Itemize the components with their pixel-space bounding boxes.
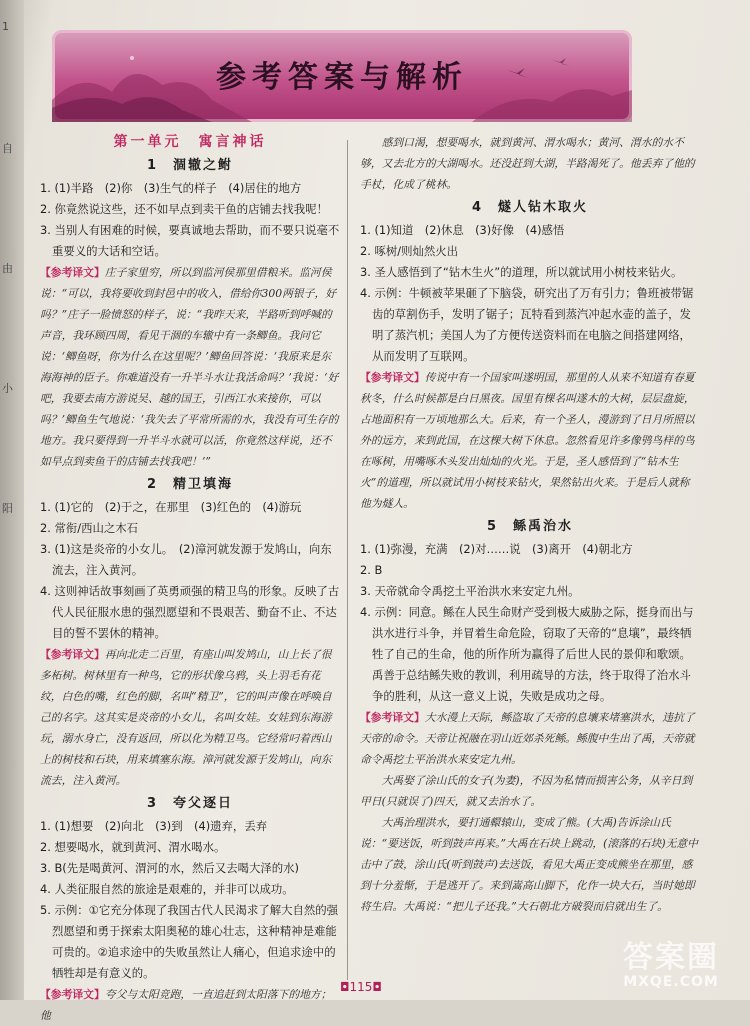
reference-translation xyxy=(40,644,340,791)
lesson-title: 4 燧人钻木取火 xyxy=(471,200,589,215)
answer-item: 5. 示例：①它充分体现了我国古代人民渴求了解大自然的强烈愿望和勇于探索太阳奥秘的雄心壮志，这种精神是难能可贵的。②追求途中的失败虽然让人痛心，但追求途中的牺牲却是有意义的。 xyxy=(40,903,339,980)
right-column xyxy=(360,132,700,917)
answer-item: 4. 示例：同意。鲧在人民生命财产受到极大威胁之际，挺身而出与洪水进行斗争，并冒着生命危险，窃取了天帝的“息壤”，最终牺牲了自己的生命，他的所作所为赢得了后世人民的景仰和歌颂。禹善于总结鲧失败的教训，利用疏导的方法，终于取得了治水斗争的胜利，从这一意义上说，失败是成功之母。 xyxy=(360,605,694,703)
reference-translation xyxy=(40,262,340,472)
answer-item: 2. B xyxy=(360,563,383,577)
watermark-logo: 答案圈 xyxy=(623,940,719,975)
spine-character: 由 xyxy=(2,262,13,275)
section-banner xyxy=(52,30,632,122)
answer-item: 3. 天帝就命令禹挖土平治洪水来安定九州。 xyxy=(360,584,580,598)
reference-translation xyxy=(40,984,340,1026)
page-number: ◘115◘ xyxy=(340,980,382,994)
book-spine xyxy=(0,0,24,1000)
translation-text: 夸父与太阳竞跑，一直追赶到太阳落下的地方；他 xyxy=(40,988,332,1022)
column-divider xyxy=(347,140,348,980)
translation-text: 传说中有一个国家叫遂明国，那里的人从来不知道有春夏秋冬，什么时候都是白日黑夜。国里有棵名叫遂木的大树，层层盘旋，占地面积有一万顷地那么大。后来，有一个圣人，漫游到了日月所照以外的远方，来到此国，在这棵大树下休息。忽然看见许多像鸮鸟样的鸟在啄树，用嘴啄木头发出灿灿的火光。于是，圣人感悟到了“钻木生火”的道理，所以就试用小树枝来钻火，果然钻出火来。于是后人就称他为燧人。 xyxy=(360,371,695,510)
reference-translation xyxy=(360,707,700,770)
answer-item: 4. 这则神话故事刻画了英勇顽强的精卫鸟的形象。反映了古代人民征服水患的强烈愿望和不畏艰苦、勤奋不止、不达目的誓不罢休的精神。 xyxy=(40,584,340,640)
translation-text: 庄子家里穷，所以到监河侯那里借粮米。监河侯说：“可以，我将要收到封邑中的收入，借给你300两银子，好吗？”庄子一脸愤怒的样子，说：“我昨天来，半路听到呼喊的声音，我环顾四周，看见干涸的车辙中有一条鲫鱼。我问它说：‘鲫鱼呀，你为什么在这里呢？’鲫鱼回答说：‘我原来是东海海神的臣子。你难道没有一升半斗水让我活命吗？’我说：‘好吧，我要去南方游说吴、越的国王，引西江水来接你，可以吗？’鲫鱼生气地说：‘我失去了平常所需的水，我没有可生存的地方。我只要得到一升半斗水就可以活，你竟然这样说，还不如早点到卖鱼干的店铺去找我吧！’” xyxy=(40,266,339,468)
translation-paragraph: 大禹治理洪水，要打通轘辕山，变成了熊。(大禹)告诉涂山氏说：“要送饭，听到鼓声再来。”大禹在石块上跳动，(滚落的石块)无意中击中了鼓，涂山氏(听到鼓声)去送饭，看见大禹正变成熊坐在那里，感到十分羞惭，于是逃开了。来到嵩高山脚下，化作一块大石，当时她即将生启。大禹说：“把儿子还我。”大石朝北方破裂而启就出生了。 xyxy=(360,816,698,913)
watermark-url: MXQE.COM xyxy=(623,974,719,990)
answer-item: 1. (1)想要 (2)向北 (3)到 (4)遗弃，丢弃 xyxy=(40,819,268,833)
answer-item: 2. 常衔/西山之木石 xyxy=(40,521,139,535)
reference-translation xyxy=(360,367,700,514)
answer-item: 3. 圣人感悟到了“钻木生火”的道理，所以就试用小树枝来钻火。 xyxy=(360,265,683,279)
banner-title: 参考答案与解析 xyxy=(216,60,468,95)
answer-item: 4. 示例：牛顿被苹果砸了下脑袋，研究出了万有引力；鲁班被带锯齿的草割伤手，发明了锯子；瓦特看到蒸汽冲起水壶的盖子，发明了蒸汽机；美国人为了方便传送资料而在电脑之间搭建网络，从而发明了互联网。 xyxy=(360,286,694,363)
watermark xyxy=(606,942,736,994)
lesson-title: 1 涸辙之鲋 xyxy=(146,158,234,173)
answer-item: 2. 你竟然说这些，还不如早点到卖干鱼的店铺去找我呢！ xyxy=(40,202,328,216)
spine-character: 小 xyxy=(2,382,13,395)
translation-tag: 【参考译文】 xyxy=(40,266,105,279)
page-number-value: 115 xyxy=(349,980,373,994)
translation-tag: 【参考译文】 xyxy=(40,648,105,661)
translation-tag: 【参考译文】 xyxy=(40,988,105,1001)
answer-item: 1. (1)知道 (2)休息 (3)好像 (4)感悟 xyxy=(360,223,565,237)
unit-title: 第一单元 寓言神话 xyxy=(113,134,267,150)
left-column xyxy=(40,132,340,1026)
answer-item: 3. B(先是喝黄河、渭河的水，然后又去喝大泽的水) xyxy=(40,861,300,875)
answer-item: 2. 啄树/则灿然火出 xyxy=(360,244,459,258)
translation-paragraph: 感到口渴，想要喝水，就到黄河、渭水喝水；黄河、渭水的水不够，又去北方的大湖喝水。还没赶到大湖，半路渴死了。他丢弃了他的手杖，化成了桃林。 xyxy=(360,136,695,191)
answer-item: 3. (1)这是炎帝的小女儿。 (2)漳河就发源于发鸠山，向东流去，注入黄河。 xyxy=(40,542,332,577)
translation-tag: 【参考译文】 xyxy=(360,711,425,724)
translation-paragraph: 大禹娶了涂山氏的女子(为妻)，不因为私情而损害公务，从辛日到甲日(只就误了)四天，就又去治水了。 xyxy=(360,774,693,808)
translation-tag: 【参考译文】 xyxy=(360,371,425,384)
answer-item: 1. (1)半路 (2)你 (3)生气的样子 (4)居住的地方 xyxy=(40,181,302,195)
translation-text: 再向北走二百里，有座山叫发鸠山，山上长了很多柘树。树林里有一种鸟，它的形状像乌鸦，头上羽毛有花纹，白色的嘴，红色的脚，名叫“精卫”，它的叫声像在呼唤自己的名字。这其实是炎帝的小女儿，名叫女娃。女娃到东海游玩，溺水身亡，没有返回，所以化为精卫鸟。它经常叼着西山上的树枝和石块，用来填塞东海。漳河就发源于发鸠山，向东流去，注入黄河。 xyxy=(40,648,332,787)
answer-item: 2. 想要喝水，就到黄河、渭水喝水。 xyxy=(40,840,226,854)
spine-character: 自 xyxy=(2,142,13,155)
lesson-title: 3 夸父逐日 xyxy=(146,796,234,811)
translation-text: 大水漫上天际，鲧盗取了天帝的息壤来堵塞洪水，违抗了天帝的命令。天帝让祝融在羽山近郊杀死鲧。鲧腹中生出了禹，天帝就命令禹挖土平治洪水来安定九州。 xyxy=(360,711,695,766)
spine-character: 1 xyxy=(2,20,9,33)
answer-item: 1. (1)弥漫，充满 (2)对……说 (3)离开 (4)朝北方 xyxy=(360,542,633,556)
lesson-title: 2 精卫填海 xyxy=(146,477,234,492)
answer-item: 3. 当别人有困难的时候，要真诚地去帮助，而不要只说毫不重要义的大话和空话。 xyxy=(40,223,340,258)
lesson-title: 5 鲧禹治水 xyxy=(486,519,574,534)
spine-character: 阳 xyxy=(2,502,13,515)
answer-item: 4. 人类征服自然的旅途是艰难的，并非可以成功。 xyxy=(40,882,294,896)
answer-item: 1. (1)它的 (2)于之，在那里 (3)红色的 (4)游玩 xyxy=(40,500,302,514)
